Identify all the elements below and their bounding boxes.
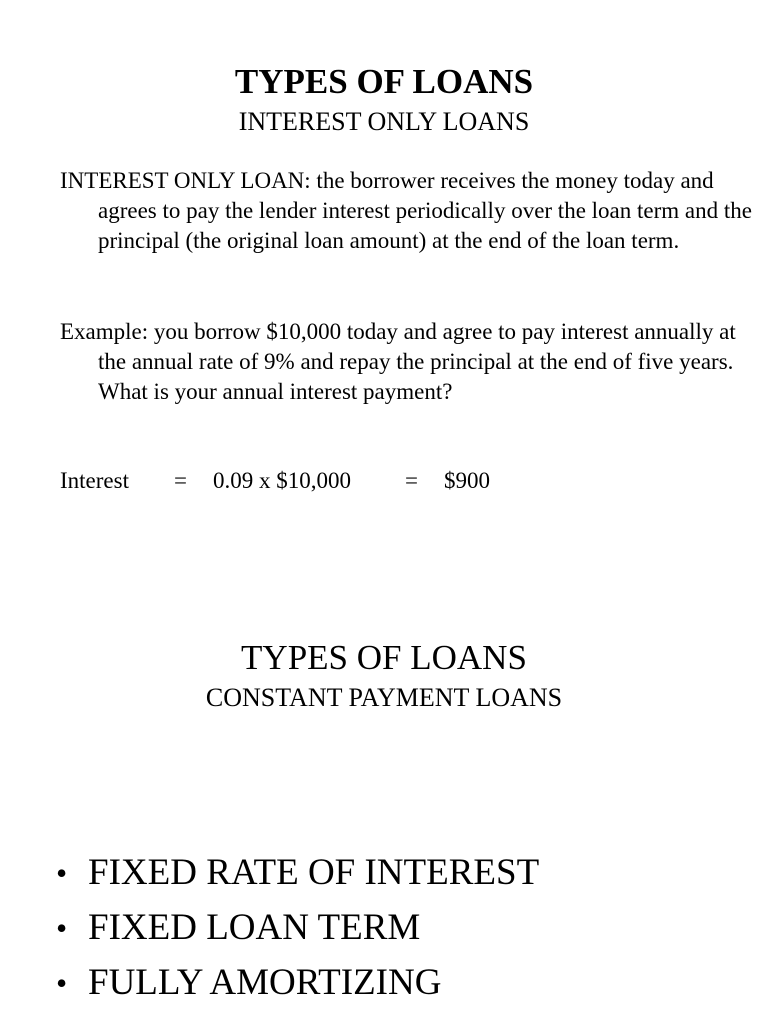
bullet-icon: • — [56, 855, 68, 891]
calc-equals-sign: = — [174, 468, 187, 493]
calc-result: $900 — [444, 468, 490, 493]
bullet-text: FIXED RATE OF INTEREST — [88, 852, 540, 893]
loan-example: Example: you borrow $10,000 today and agree to pay interest annually at the annual rate of 9% and repay the principal at the end of five years. What is your annual interest payment? — [60, 319, 736, 404]
bullet-text: FULLY AMORTIZING — [88, 962, 442, 1003]
calc-expression: 0.09 x $10,000 — [213, 468, 351, 493]
list-item — [0, 903, 768, 958]
loan-features-list — [0, 848, 768, 1013]
section2-subtitle: CONSTANT PAYMENT LOANS — [205, 683, 563, 712]
bullet-icon: • — [56, 910, 68, 946]
calc-equals-sign-2: = — [405, 468, 418, 493]
section1-subtitle: INTEREST ONLY LOANS — [238, 107, 530, 136]
list-item — [0, 848, 768, 903]
bullet-text: FIXED LOAN TERM — [88, 907, 421, 948]
section2-title: TYPES OF LOANS — [241, 638, 527, 677]
calc-label: Interest — [60, 468, 129, 493]
section1-title: TYPES OF LOANS — [234, 62, 534, 101]
bullet-icon: • — [56, 965, 68, 1001]
list-item — [0, 958, 768, 1013]
interest-only-definition: INTEREST ONLY LOAN: the borrower receives the money today and agrees to pay the lender interest periodically over the loan term and the principal (the original loan amount) at the end of the loan term. — [60, 168, 752, 253]
